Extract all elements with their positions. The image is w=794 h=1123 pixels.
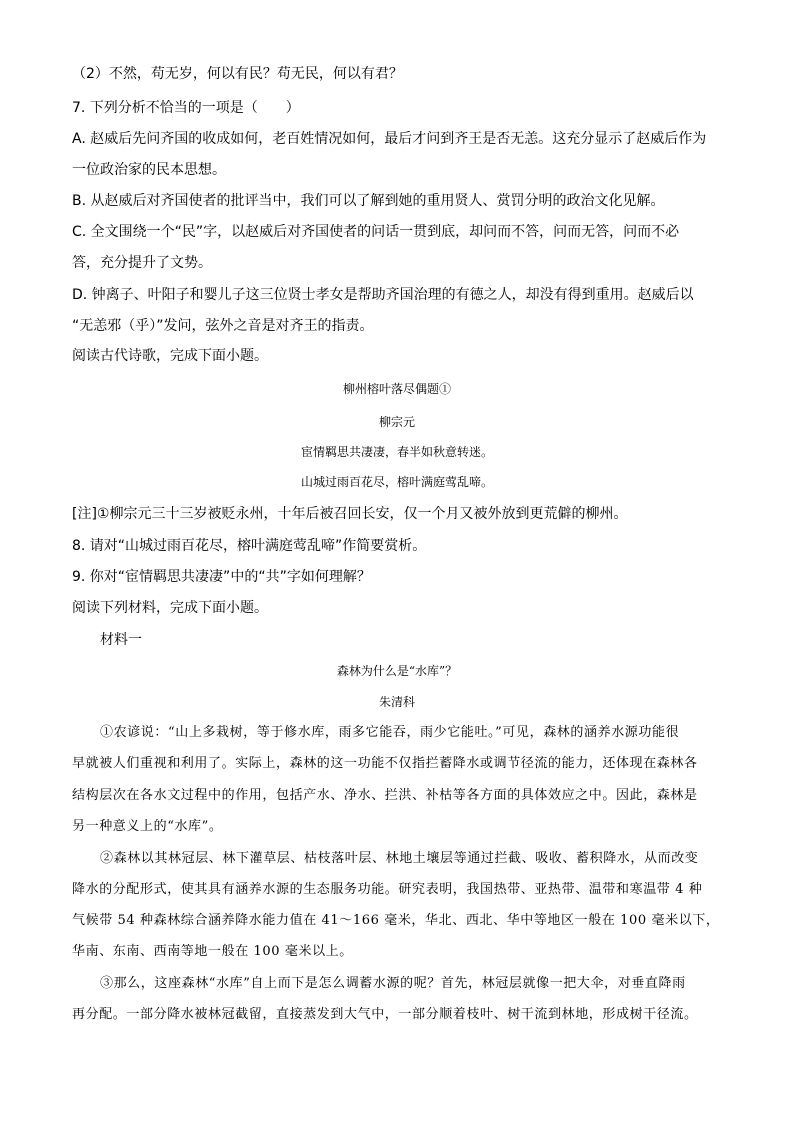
question-7-option-a-line-2: 一位政治家的民本思想。 <box>72 162 226 178</box>
question-7-option-c-line-1: C. 全文围绕一个“民”字，以赵威后对齐国使者的问话一贯到底，却问而不答，问而无答，问而不必 <box>72 224 680 240</box>
article-title: 森林为什么是“水库”？ <box>336 664 458 678</box>
poem-line-1: 宦情羁思共凄凄，春半如秋意转迷。 <box>300 445 493 459</box>
paragraph-3-line-1: ③那么，这座森林“水库”自上而下是怎么调蓄水源的呢？首先，林冠层就像一把大伞，对垂直降雨 <box>100 976 686 991</box>
question-7-stem: 7. 下列分析不恰当的一项是（ ） <box>72 100 300 116</box>
passage-line-2: （2）不然，苟无岁，何以有民？苟无民，何以有君？ <box>72 66 403 82</box>
poem-title: 柳州榕叶落尽偶题① <box>342 382 451 396</box>
question-7-option-d-line-2: “无恙邪（乎）”发问，弦外之音是对齐王的指责。 <box>72 318 374 334</box>
question-8: 8. 请对“山城过雨百花尽，榕叶满庭莺乱啼”作简要赏析。 <box>72 538 427 554</box>
paragraph-3-line-2: 再分配。一部分降水被林冠截留，直接蒸发到大气中，一部分顺着枝叶、树干流到林地，形成树干径流。 <box>72 1007 698 1022</box>
poem-author: 柳宗元 <box>378 415 415 429</box>
poem-line-2: 山城过雨百花尽，榕叶满庭莺乱啼。 <box>300 475 493 489</box>
paragraph-1-line-3: 结构层次在各水文过程中的作用，包括产水、净水、拦洪、补枯等各方面的具体效应之中。因此，森林是 <box>72 788 698 803</box>
question-9: 9. 你对“宦情羁思共凄凄”中的“共”字如何理解？ <box>72 569 371 585</box>
paragraph-1-line-4: 另一种意义上的“水库”。 <box>72 819 223 834</box>
material-label: 材料一 <box>100 632 142 648</box>
material-intro: 阅读下列材料，完成下面小题。 <box>72 600 268 616</box>
question-7-option-a-line-1: A. 赵威后先问齐国的收成如何，老百姓情况如何，最后才问到齐王是否无恙。这充分显示了赵威后作为 <box>72 131 707 147</box>
question-7-option-d-line-1: D. 钟离子、叶阳子和婴儿子这三位贤士孝女是帮助齐国治理的有德之人，却没有得到重用。赵威后以 <box>72 287 694 303</box>
paragraph-1-line-1: ①农谚说：“山上多栽树，等于修水库，雨多它能吞，雨少它能吐。”可见，森林的涵养水源功能很 <box>100 725 680 740</box>
paragraph-1-line-2: 早就被人们重视和利用了。实际上，森林的这一功能不仅指拦蓄降水或调节径流的能力，还体现在森林各 <box>72 756 698 771</box>
poem-note: [注]①柳宗元三十三岁被贬永州，十年后被召回长安，仅一个月又被外放到更荒僻的柳州。 <box>72 506 628 522</box>
paragraph-2-line-3: 气候带 54 种森林综合涵养降水能力值在 41～166 毫米，华北、西北、华中等地区一般在 100 毫米以下， <box>72 913 720 928</box>
question-7-option-c-line-2: 答，充分提升了文势。 <box>72 255 212 271</box>
poem-intro: 阅读古代诗歌，完成下面小题。 <box>72 348 268 364</box>
article-author: 朱清科 <box>378 695 415 709</box>
paragraph-2-line-2: 降水的分配形式，使其具有涵养水源的生态服务功能。研究表明，我国热带、亚热带、温带和寒温带 4 种 <box>72 882 703 897</box>
paragraph-2-line-4: 华南、东南、西南等地一般在 100 毫米以上。 <box>72 944 353 959</box>
paragraph-2-line-1: ②森林以其林冠层、林下灌草层、枯枝落叶层、林地土壤层等通过拦截、吸收、蓄积降水，从而改变 <box>100 851 699 866</box>
question-7-option-b: B. 从赵威后对齐国使者的批评当中，我们可以了解到她的重用贤人、赏罚分明的政治文化见解。 <box>72 193 665 209</box>
